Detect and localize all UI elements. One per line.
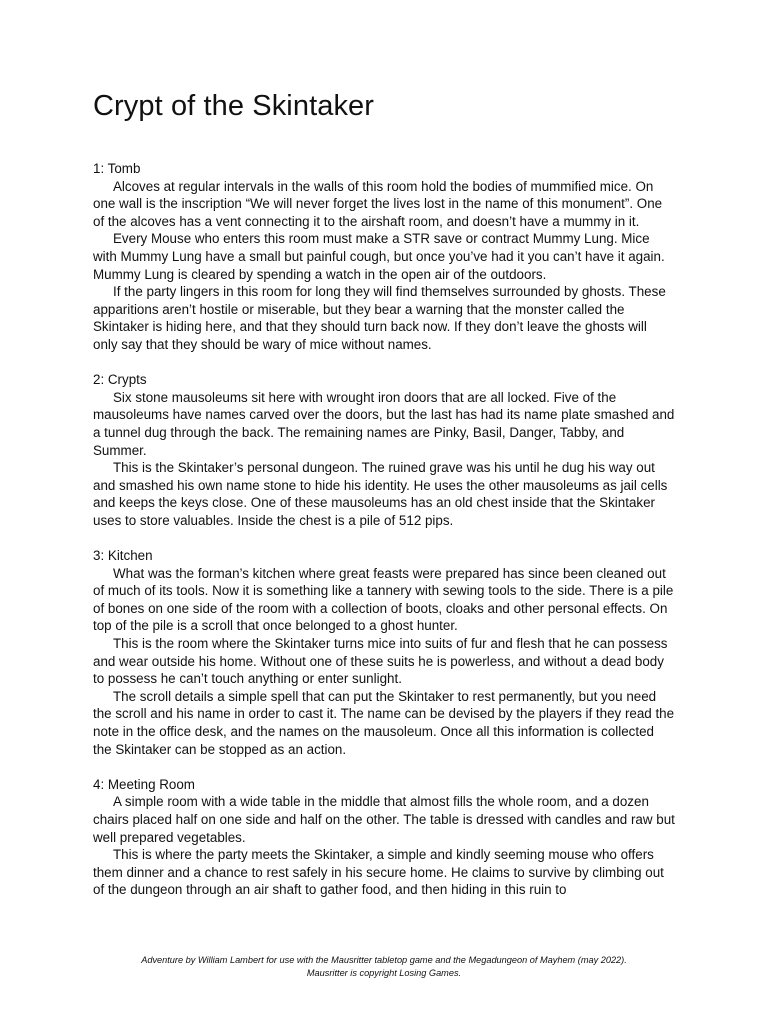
room-heading: 4: Meeting Room <box>93 776 195 792</box>
room-paragraph: Every Mouse who enters this room must make a STR save or contract Mummy Lung. Mice with Mummy Lung have a small but painful cough, but once you’ve had it you can’t have it again. Mummy Lung is cleared by spending a watch in the open air of the outdoors. <box>93 231 665 282</box>
room-paragraph: A simple room with a wide table in the middle that almost fills the whole room, and a dozen chairs placed half on one side and half on the other. The table is dressed with candles and raw but well prepared vegetables. <box>93 794 675 845</box>
room-paragraph: This is the Skintaker’s personal dungeon. The ruined grave was his until he dug his way out and smashed his own name stone to hide his identity. He uses the other mausoleums as jail cells and keeps the keys close. One of these mausoleums has an old chest inside that the Skintaker uses to store valuables. Inside the chest is a pile of 512 pips. <box>93 460 668 528</box>
room-paragraph: The scroll details a simple spell that can put the Skintaker to rest permanently, but you need the scroll and his name in order to cast it. The name can be devised by the players if they read the note in the office desk, and the names on the mausoleum. Once all this information is collected the Skintaker can be stopped as an action. <box>93 688 675 757</box>
room-paragraph: This is the room where the Skintaker turns mice into suits of fur and flesh that he can possess and wear outside his home. Without one of these suits he is powerless, and without a dead body to possess he can’t touch anything or enter sunlight. <box>93 636 668 687</box>
room-heading: 1: Tomb <box>93 161 141 176</box>
room-section-meeting-room <box>93 776 675 899</box>
document-title: Crypt of the Skintaker <box>93 90 375 122</box>
footer-credit-line: Adventure by William Lambert for use with the Mausritter tabletop game and the Megadungeon of Mayhem (may 2022). <box>141 955 627 965</box>
room-heading: 2: Crypts <box>93 372 147 388</box>
page-footer <box>60 954 708 980</box>
room-paragraph: If the party lingers in this room for long they will find themselves surrounded by ghosts. These apparitions aren’t hostile or miserable, but they bear a warning that the monster called the Skintaker is hiding here, and that they should turn back now. If they don’t leave the ghosts will only say that they should be wary of mice without names. <box>93 284 666 352</box>
room-section-tomb <box>93 160 675 354</box>
room-paragraph: Six stone mausoleums sit here with wrought iron doors that are all locked. Five of the mausoleums have names carved over the doors, but the last has had its name plate smashed and a tunnel dug through the back. The remaining names are Pinky, Basil, Danger, Tabby, and Summer. <box>93 389 675 458</box>
room-paragraph: What was the forman’s kitchen where great feasts were prepared has since been cleaned out of much of its tools. Now it is something like a tannery with sewing tools to the side. There is a pile of bones on one side of the room with a collection of boots, cloaks and other personal effects. On top of the pile is a scroll that once belonged to a ghost hunter. <box>93 565 674 634</box>
room-heading: 3: Kitchen <box>93 548 153 564</box>
footer-copyright-line: Mausritter is copyright Losing Games. <box>306 968 462 978</box>
room-section-kitchen <box>93 547 675 758</box>
room-section-crypts <box>93 371 675 529</box>
room-paragraph: Alcoves at regular intervals in the walls of this room hold the bodies of mummified mice. On one wall is the inscription “We will never forget the lives lost in the name of this monument”. One of the alcoves has a vent connecting it to the airshaft room, and doesn’t have a mummy in it. <box>93 178 663 229</box>
room-paragraph: This is where the party meets the Skintaker, a simple and kindly seeming mouse who offers them dinner and a chance to rest safely in his secure home. He claims to survive by climbing out of the dungeon through an air shaft to gather food, and then hiding in this ruin to <box>93 847 664 898</box>
document-page <box>93 86 675 917</box>
